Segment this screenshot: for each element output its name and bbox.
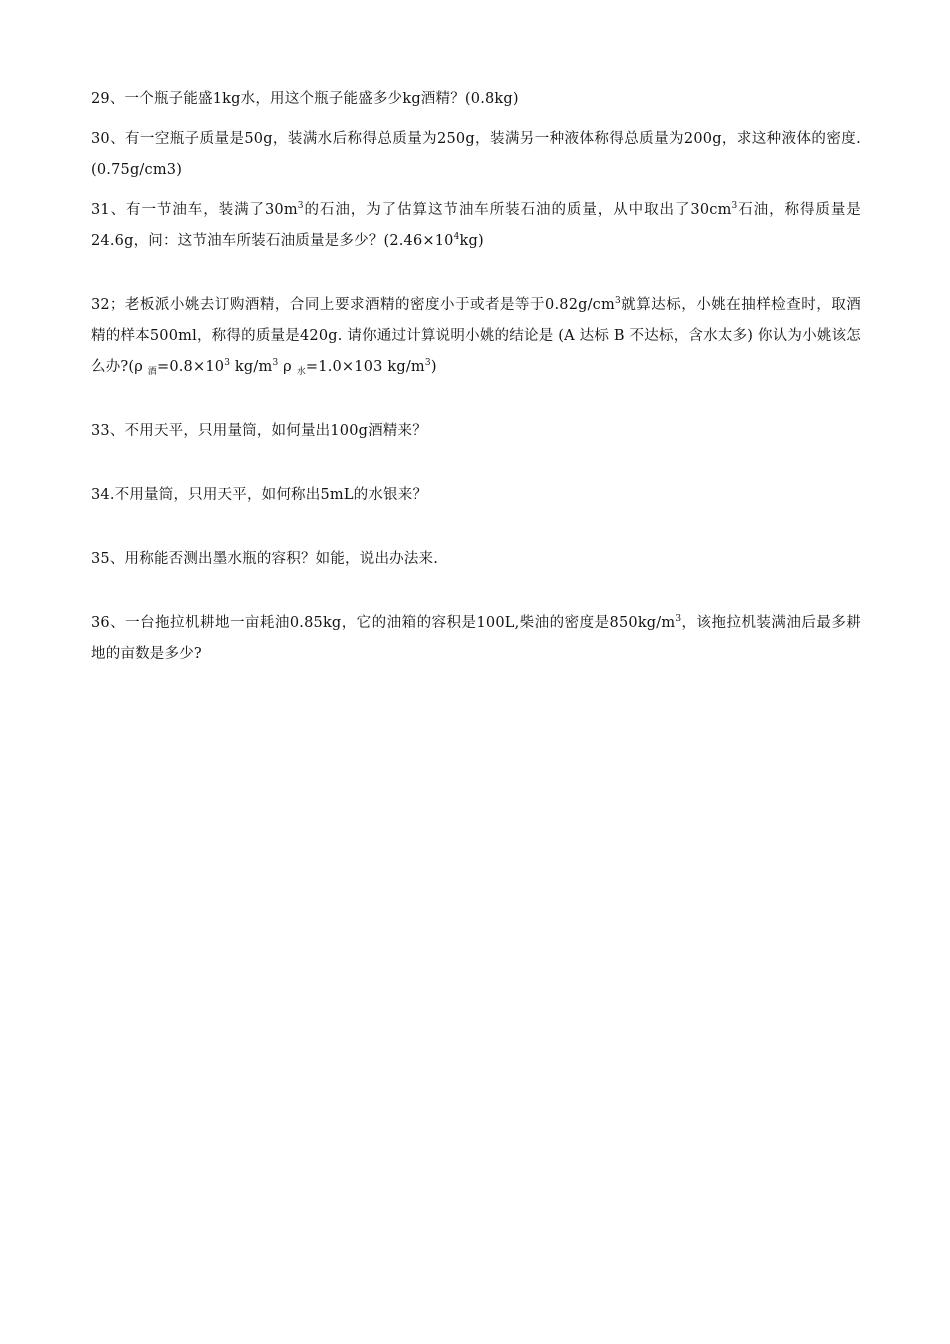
question-36 [91, 608, 861, 670]
q36-sup1: 3 [675, 614, 682, 624]
question-36-text [91, 608, 861, 670]
document-page [91, 84, 861, 670]
q32-sup3: 3 [272, 358, 279, 368]
question-35-text: 35、用称能否测出墨水瓶的容积？如能，说出办法来. [91, 551, 439, 567]
q31-sup3: 4 [453, 232, 460, 242]
question-33-text: 33、不用天平，只用量筒，如何量出100g酒精来？ [91, 423, 427, 439]
question-29 [91, 84, 861, 115]
question-31-text [91, 195, 861, 257]
question-32 [91, 290, 861, 383]
question-34 [91, 480, 861, 511]
q36-part2: ，该拖拉机装满油后最多耕地的亩数是多少? [91, 615, 861, 662]
q32-sup1: 3 [614, 296, 621, 306]
q32-sup2: 3 [224, 358, 231, 368]
q32-part4: kg/m [230, 359, 273, 375]
q32-part5: ρ [278, 359, 297, 375]
q32-part3: =0.8×10 [156, 359, 225, 375]
question-30 [91, 124, 861, 186]
q31-sup1: 3 [297, 201, 304, 211]
q32-sub2: 水 [296, 367, 306, 377]
q31-part3: 石油，称得质量是24.6g，问：这节油车所装石油质量是多少？(2.46×10 [91, 202, 861, 249]
question-35 [91, 544, 861, 575]
q32-part6: =1.0×103 kg/m [305, 359, 425, 375]
q36-part1: 36、一台拖拉机耕地一亩耗油0.85kg，它的油箱的容积是100L,柴油的密度是850kg/m [91, 615, 676, 631]
question-33 [91, 416, 861, 447]
q32-sub1: 酒 [147, 367, 157, 377]
q32-part1: 32；老板派小姚去订购酒精，合同上要求酒精的密度小于或者是等于0.82g/cm [91, 297, 615, 313]
q31-part1: 31、有一节油车，装满了30m [91, 202, 298, 218]
q32-part7: ) [430, 359, 437, 375]
q32-sup4: 3 [424, 358, 431, 368]
question-32-text [91, 290, 861, 383]
question-34-text: 34.不用量筒，只用天平，如何称出5mL的水银来？ [91, 487, 428, 503]
question-31 [91, 195, 861, 257]
question-29-text: 29、一个瓶子能盛1kg水，用这个瓶子能盛多少kg酒精？(0.8kg) [91, 91, 519, 107]
q32-part2: 就算达标，小姚在抽样检查时，取酒精的样本500ml，称得的质量是420g. 请你通过计算说明小姚的结论是 (A 达标 B 不达标，含水太多) 你认为小姚该怎么办?(ρ [91, 297, 861, 375]
q31-sup2: 3 [731, 201, 738, 211]
question-30-text: 30、有一空瓶子质量是50g，装满水后称得总质量为250g，装满另一种液体称得总质量为200g，求这种液体的密度.(0.75g/cm3) [91, 131, 861, 178]
q31-part4: kg) [459, 233, 484, 249]
q31-part2: 的石油，为了估算这节油车所装石油的质量，从中取出了30cm [303, 202, 732, 218]
